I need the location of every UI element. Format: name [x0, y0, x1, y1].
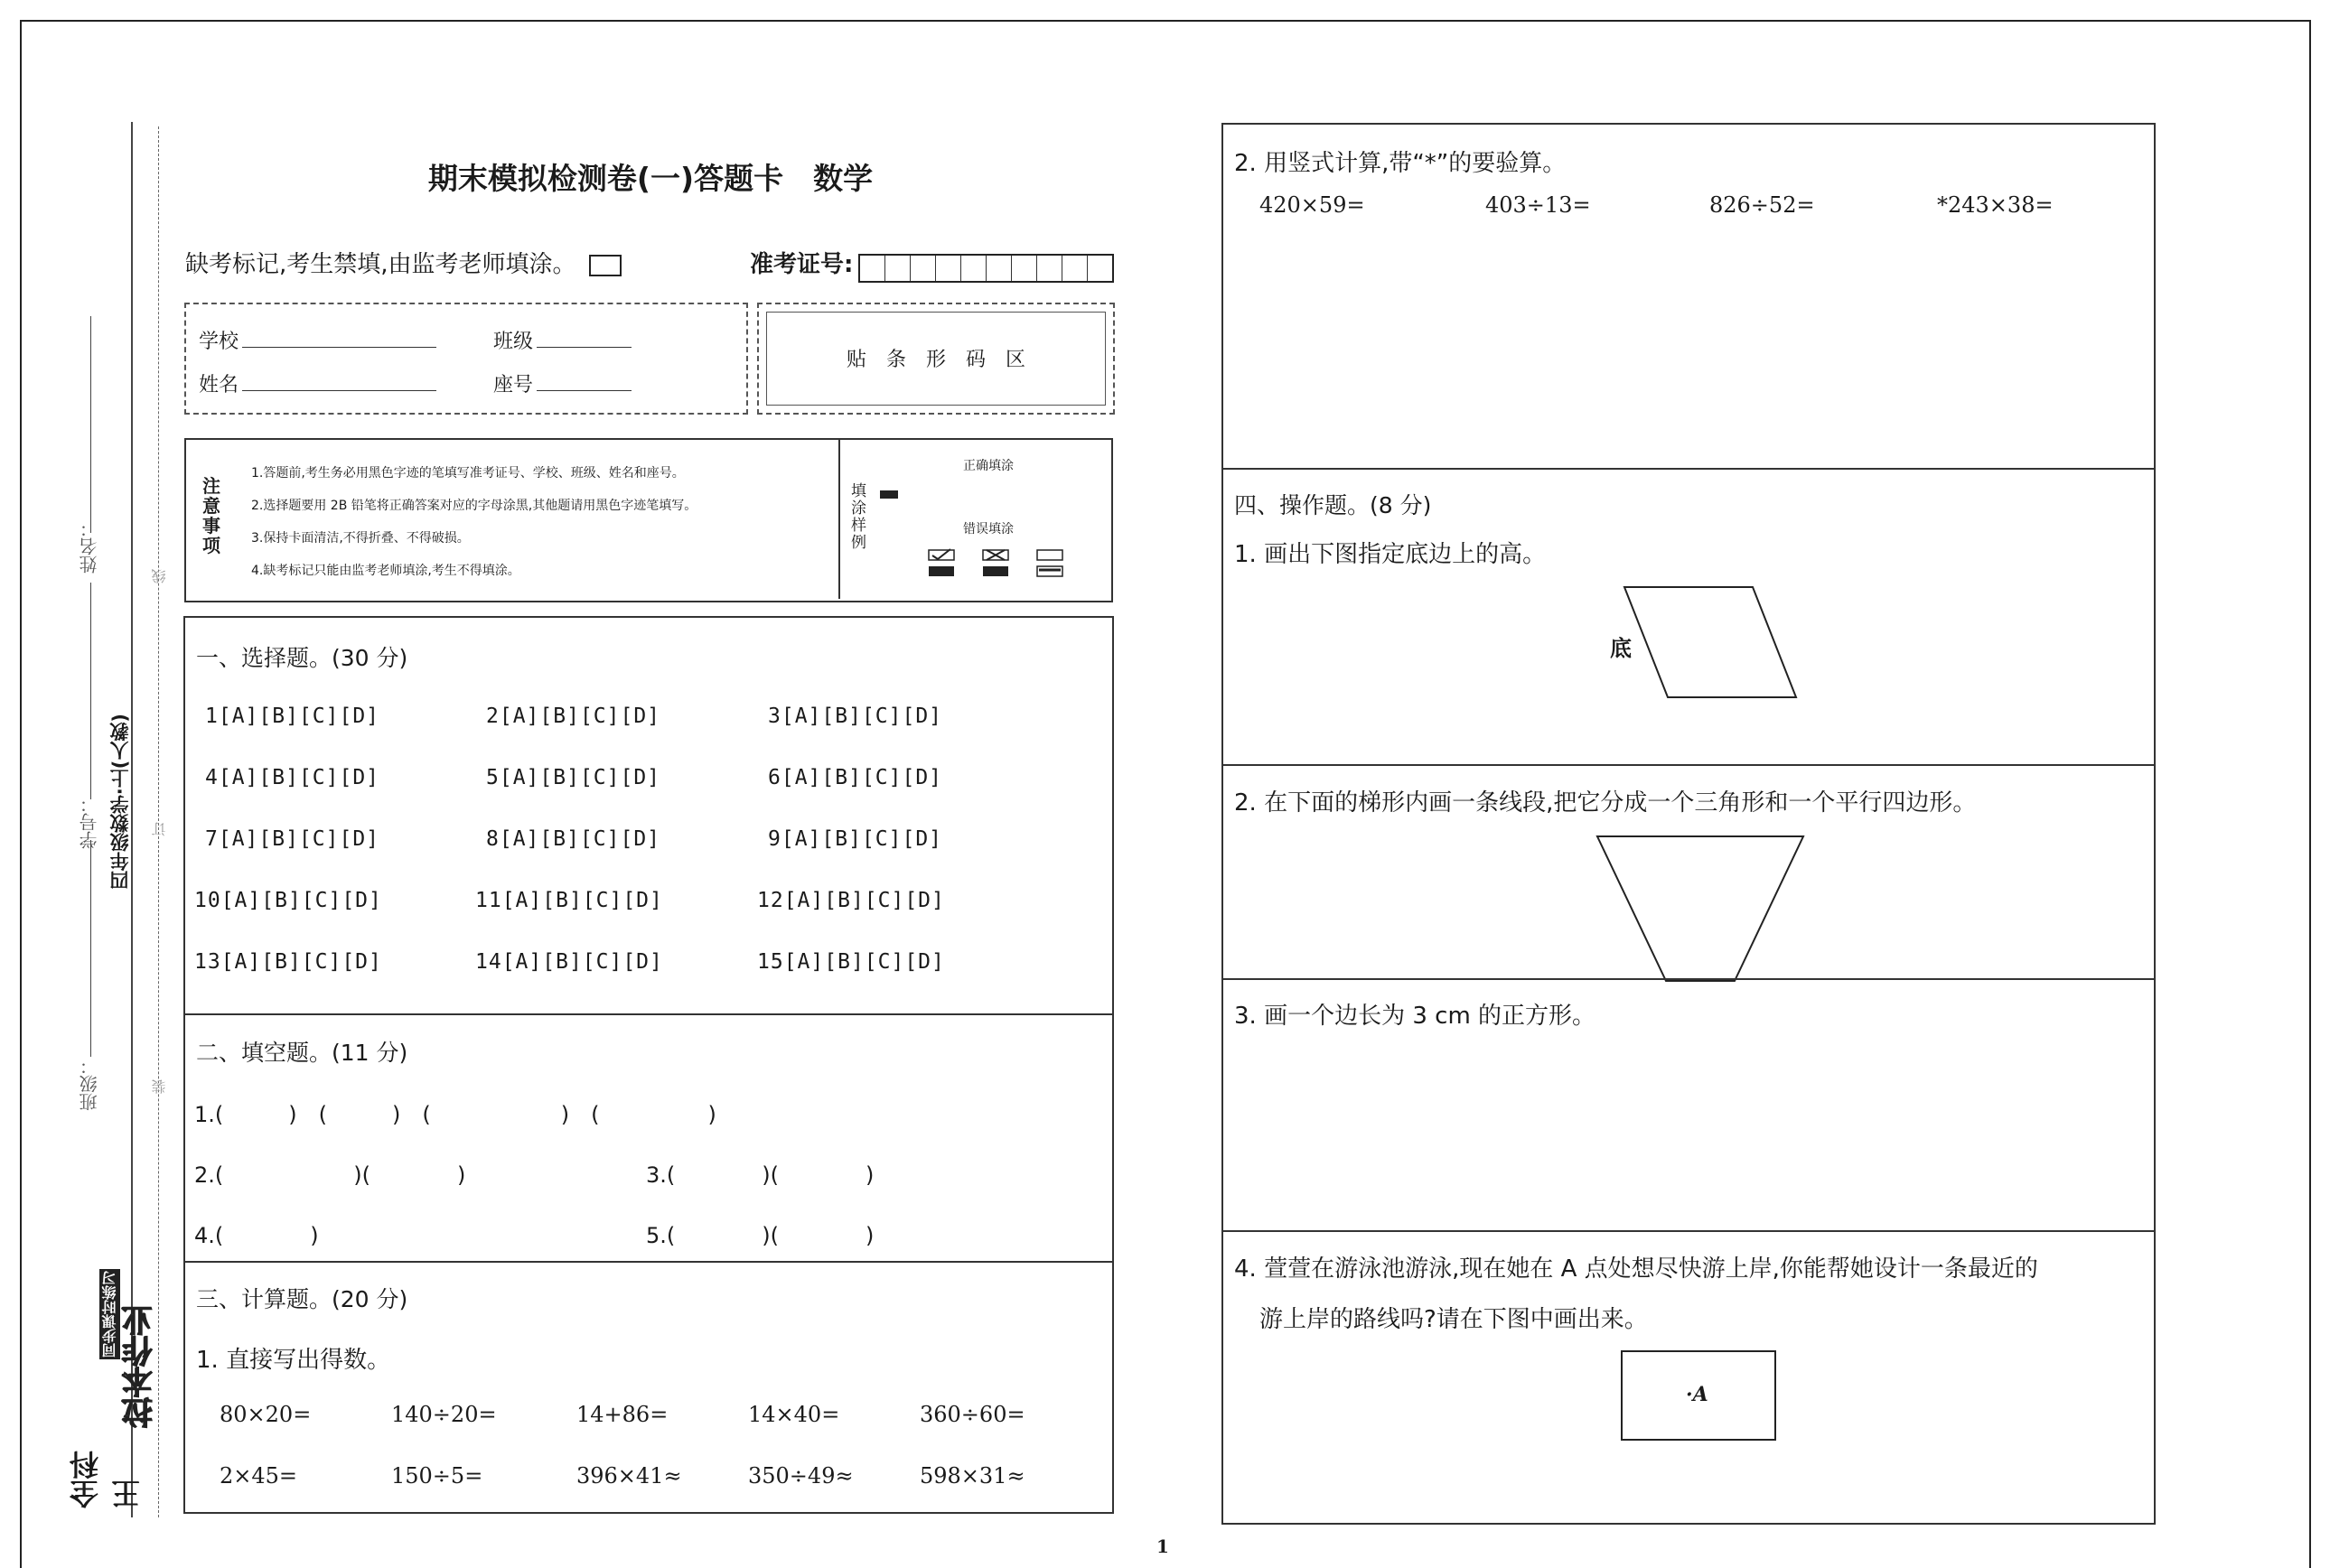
point-a-label: ·A — [1686, 1383, 1708, 1406]
cut-mark-fold: 装 — [151, 1079, 168, 1094]
right-answer-box — [1221, 123, 2156, 1525]
notes-side-label: 注意事项 — [202, 475, 220, 556]
section-divider — [1223, 978, 2154, 980]
choice-row[interactable]: 8[A][B][C][D] — [486, 827, 661, 851]
choice-row[interactable]: 10[A][B][C][D] — [194, 889, 382, 912]
vertical-calc-item: *243×38= — [1937, 192, 2054, 218]
fill-blank-q4[interactable]: 4.( ) — [194, 1223, 319, 1248]
brand-logo — [65, 1269, 158, 1508]
name-blank-line — [90, 316, 91, 533]
oral-calc-item: 360÷60= — [920, 1402, 1025, 1427]
barcode-area — [757, 303, 1115, 415]
choice-row[interactable]: 14[A][B][C][D] — [475, 950, 663, 974]
brand-bottom: 拉本作业 — [122, 1305, 158, 1428]
example-side-label: 填涂样例 — [851, 482, 866, 552]
choice-row[interactable]: 5[A][B][C][D] — [486, 766, 661, 789]
exam-id-label: 准考证号: — [750, 251, 854, 278]
oral-calc-item: 140÷20= — [391, 1402, 497, 1427]
wrong-fill-samples — [927, 548, 1081, 581]
choice-row[interactable]: 12[A][B][C][D] — [757, 889, 945, 912]
correct-fill-label: 正确填涂 — [963, 459, 1014, 473]
notes-box — [184, 438, 1113, 602]
note-item: 3.保持卡面清洁,不得折叠、不得破损。 — [251, 531, 470, 546]
choice-row[interactable]: 13[A][B][C][D] — [194, 950, 382, 974]
q4-text-line1: 4. 萱萱在游泳池游泳,现在她在 A 点处想尽快游上岸,你能帮她设计一条最近的 — [1234, 1255, 2038, 1283]
section3-sub1: 1. 直接写出得数。 — [196, 1347, 391, 1374]
q3-text: 3. 画一个边长为 3 cm 的正方形。 — [1234, 1003, 1596, 1030]
choice-row[interactable]: 9[A][B][C][D] — [768, 827, 943, 851]
absent-note — [185, 246, 622, 279]
section2-title: 二、填空题。(11 分) — [196, 1040, 408, 1066]
oral-calc-item: 598×31≈ — [920, 1463, 1025, 1489]
pool-figure — [1621, 1350, 1776, 1441]
page-number: 1 — [1156, 1535, 1169, 1557]
class-field[interactable]: 班级 — [493, 326, 632, 354]
absent-checkbox[interactable] — [589, 255, 622, 276]
note-item: 2.选择题要用 2B 铅笔将正确答案对应的字母涂黑,其他题请用黑色字迹笔填写。 — [251, 499, 697, 513]
choice-row[interactable]: 15[A][B][C][D] — [757, 950, 945, 974]
oral-calc-item: 350÷49≈ — [748, 1463, 854, 1489]
cut-mark-line: 线 — [151, 569, 168, 583]
choice-row[interactable]: 6[A][B][C][D] — [768, 766, 943, 789]
section1-title: 一、选择题。(30 分) — [196, 645, 408, 671]
vertical-calc-item: 420×59= — [1259, 192, 1365, 218]
choice-row[interactable]: 3[A][B][C][D] — [768, 705, 943, 728]
oral-calc-item: 14+86= — [576, 1402, 669, 1427]
fill-blank-q3[interactable]: 3.( )( ) — [646, 1162, 875, 1188]
correct-fill-sample — [880, 490, 898, 499]
note-item: 1.答题前,考生务必用黑色字迹的笔填写准考证号、学校、班级、姓名和座号。 — [251, 466, 685, 481]
class-blank-line — [90, 840, 91, 1057]
id-blank-line — [90, 583, 91, 799]
grade-label: 四年级数学·上(人教) — [109, 714, 131, 891]
note-item: 4.缺考标记只能由监考老师填涂,考生不得填涂。 — [251, 564, 520, 578]
oral-calc-item: 150÷5= — [391, 1463, 483, 1489]
exam-id — [750, 246, 1114, 283]
q2-text: 2. 在下面的梯形内画一条线段,把它分成一个三角形和一个平行四边形。 — [1234, 789, 1977, 817]
choice-row[interactable]: 1[A][B][C][D] — [205, 705, 380, 728]
section-divider — [1223, 764, 2154, 766]
exam-id-boxes[interactable] — [858, 254, 1114, 283]
section-divider — [1223, 1230, 2154, 1232]
oral-calc-item: 14×40= — [748, 1402, 840, 1427]
parallelogram-figure — [1621, 585, 1801, 703]
choice-row[interactable]: 2[A][B][C][D] — [486, 705, 661, 728]
vertical-calc-item: 403÷13= — [1485, 192, 1591, 218]
brand-top: 全科王 — [69, 1451, 145, 1508]
page-title: 期末模拟检测卷(一)答题卡 数学 — [427, 161, 874, 196]
student-info-box — [184, 303, 748, 415]
left-answer-box — [183, 616, 1114, 1514]
fill-blank-row-1[interactable]: 1.( ) ( ) ( ) ( ) — [194, 1102, 716, 1127]
student-id-label: 学号： — [79, 795, 100, 849]
choice-row[interactable]: 4[A][B][C][D] — [205, 766, 380, 789]
oral-calc-item: 80×20= — [220, 1402, 312, 1427]
absent-note-text: 缺考标记,考生禁填,由监考老师填涂。 — [185, 251, 576, 278]
oral-calc-item: 2×45= — [220, 1463, 298, 1489]
section-divider — [185, 1261, 1112, 1263]
section-divider — [185, 1013, 1112, 1015]
wrong-fill-label: 错误填涂 — [963, 522, 1014, 537]
cut-mark-bind: 订 — [151, 822, 168, 836]
name-field[interactable]: 姓名 — [199, 369, 436, 397]
fill-blank-q5[interactable]: 5.( )( ) — [646, 1223, 875, 1248]
name-label: 姓名： — [79, 519, 100, 574]
section4-title: 四、操作题。(8 分) — [1234, 492, 1432, 518]
q1-text: 1. 画出下图指定底边上的高。 — [1234, 541, 1547, 568]
calc2-title: 2. 用竖式计算,带“*”的要验算。 — [1234, 150, 1567, 177]
vertical-calc-item: 826÷52= — [1709, 192, 1815, 218]
q4-text-line2: 游上岸的路线吗?请在下图中画出来。 — [1259, 1306, 1648, 1333]
choice-row[interactable]: 11[A][B][C][D] — [475, 889, 663, 912]
brand-middle: 同步课时练习 — [101, 1271, 118, 1358]
q1-base-label: 底 — [1610, 636, 1632, 661]
fill-blank-q2[interactable]: 2.( )( ) — [194, 1162, 466, 1188]
class-label: 班级： — [79, 1057, 100, 1111]
oral-calc-item: 396×41≈ — [576, 1463, 682, 1489]
section3-title: 三、计算题。(20 分) — [196, 1286, 408, 1312]
section-divider — [1223, 468, 2154, 470]
choice-row[interactable]: 7[A][B][C][D] — [205, 827, 380, 851]
seat-field[interactable]: 座号 — [493, 369, 632, 397]
trapezoid-figure — [1594, 833, 1811, 986]
school-field[interactable]: 学校 — [199, 326, 436, 354]
barcode-label: 贴 条 形 码 区 — [846, 349, 1025, 371]
